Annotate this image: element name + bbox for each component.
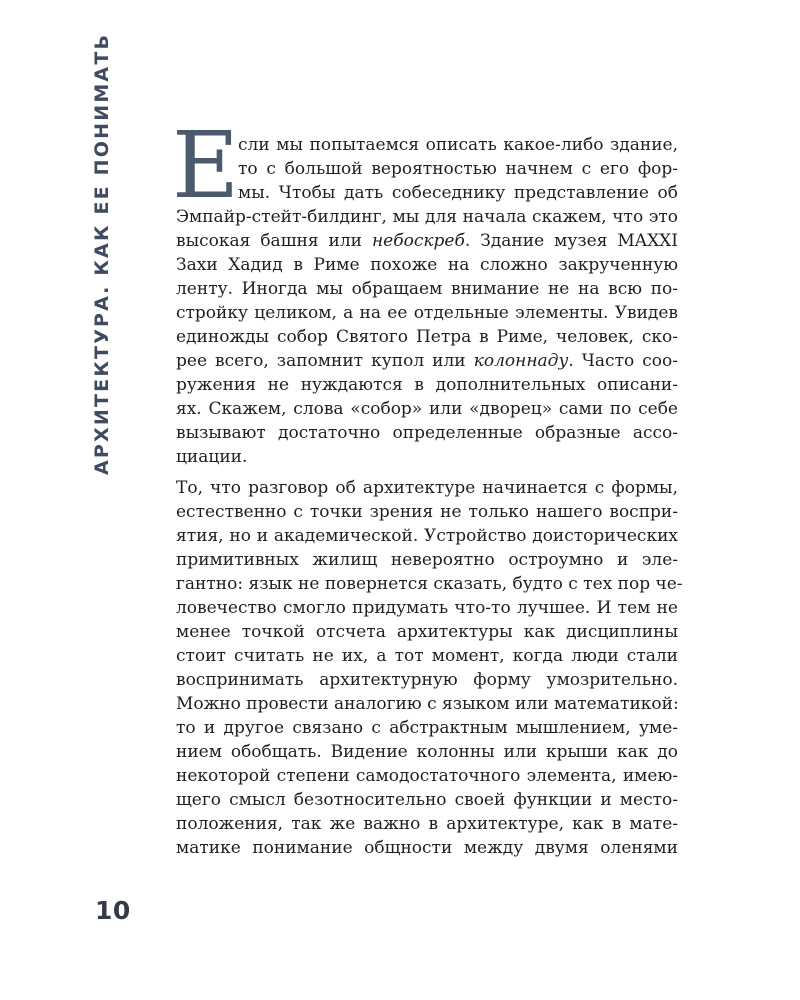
text-line: нием обобщать. Видение колонны или крыши как до <box>176 742 678 762</box>
text-line: сли мы попытаемся описать какое-либо здание, <box>238 135 678 155</box>
text-line: некоторой степени самодостаточного элемента, имею- <box>176 766 678 786</box>
text-line: менее точкой отсчета архитектуры как дисциплины <box>176 622 678 642</box>
text-line: воспринимать архитектурную форму умозрительно. <box>176 670 678 690</box>
text-line: примитивных жилищ невероятно остроумно и эле- <box>176 550 678 570</box>
italic-term: колоннаду <box>473 351 569 371</box>
text-line: Эмпайр-стейт-билдинг, мы для начала скажем, что это <box>176 207 678 227</box>
text-line: положения, так же важно в архитектуре, как в мате- <box>176 814 678 834</box>
text-line: вызывают достаточно определенные образные ассо- <box>176 423 678 443</box>
text-line: стоит считать не их, а тот момент, когда люди стали <box>176 646 678 666</box>
text-line: высокая башня или небоскреб. Здание музея MAXXI <box>176 231 679 251</box>
text-line: ленту. Иногда мы обращаем внимание не на всю по- <box>176 279 678 299</box>
page-number: 10 <box>95 896 131 925</box>
text-line: мы. Чтобы дать собеседнику представление об <box>238 183 678 203</box>
text-line: То, что разговор об архитектуре начинается с формы, <box>176 478 678 498</box>
text-line: Захи Хадид в Риме похоже на сложно закрученную <box>176 255 678 275</box>
text-line: стройку целиком, а на ее отдельные элементы. Увидев <box>176 303 678 323</box>
text-line: гантно: язык не повернется сказать, будто с тех пор че- <box>176 574 683 594</box>
text-line: щего смысл безотносительно своей функции и место- <box>176 790 678 810</box>
text-line: то и другое связано с абстрактным мышлением, уме- <box>176 718 678 738</box>
running-head: АРХИТЕКТУРА. КАК ЕЕ ПОНИМАТЬ <box>91 32 113 475</box>
text-line: матике понимание общности между двумя оленями <box>176 838 678 858</box>
italic-term: небоскреб <box>371 231 465 251</box>
text-line: ловечество смогло придумать что-то лучшее. И тем не <box>176 598 678 618</box>
text-line: ятия, но и академической. Устройство доисторических <box>176 526 678 546</box>
drop-cap: Е <box>172 112 240 219</box>
text-line: то с большой вероятностью начнем с его фор- <box>238 159 678 179</box>
text-line: Можно провести аналогию с языком или математикой: <box>176 694 679 714</box>
text-line: циации. <box>176 447 248 467</box>
text-line: ружения не нуждаются в дополнительных описани- <box>176 375 678 395</box>
text-line: рее всего, запомнит купол или колоннаду. Часто соо- <box>176 351 678 371</box>
text-line: единожды собор Святого Петра в Риме, человек, ско- <box>176 327 678 347</box>
text-line: естественно с точки зрения не только нашего воспри- <box>176 502 678 522</box>
text-line: ях. Скажем, слова «собор» или «дворец» сами по себе <box>176 399 678 419</box>
